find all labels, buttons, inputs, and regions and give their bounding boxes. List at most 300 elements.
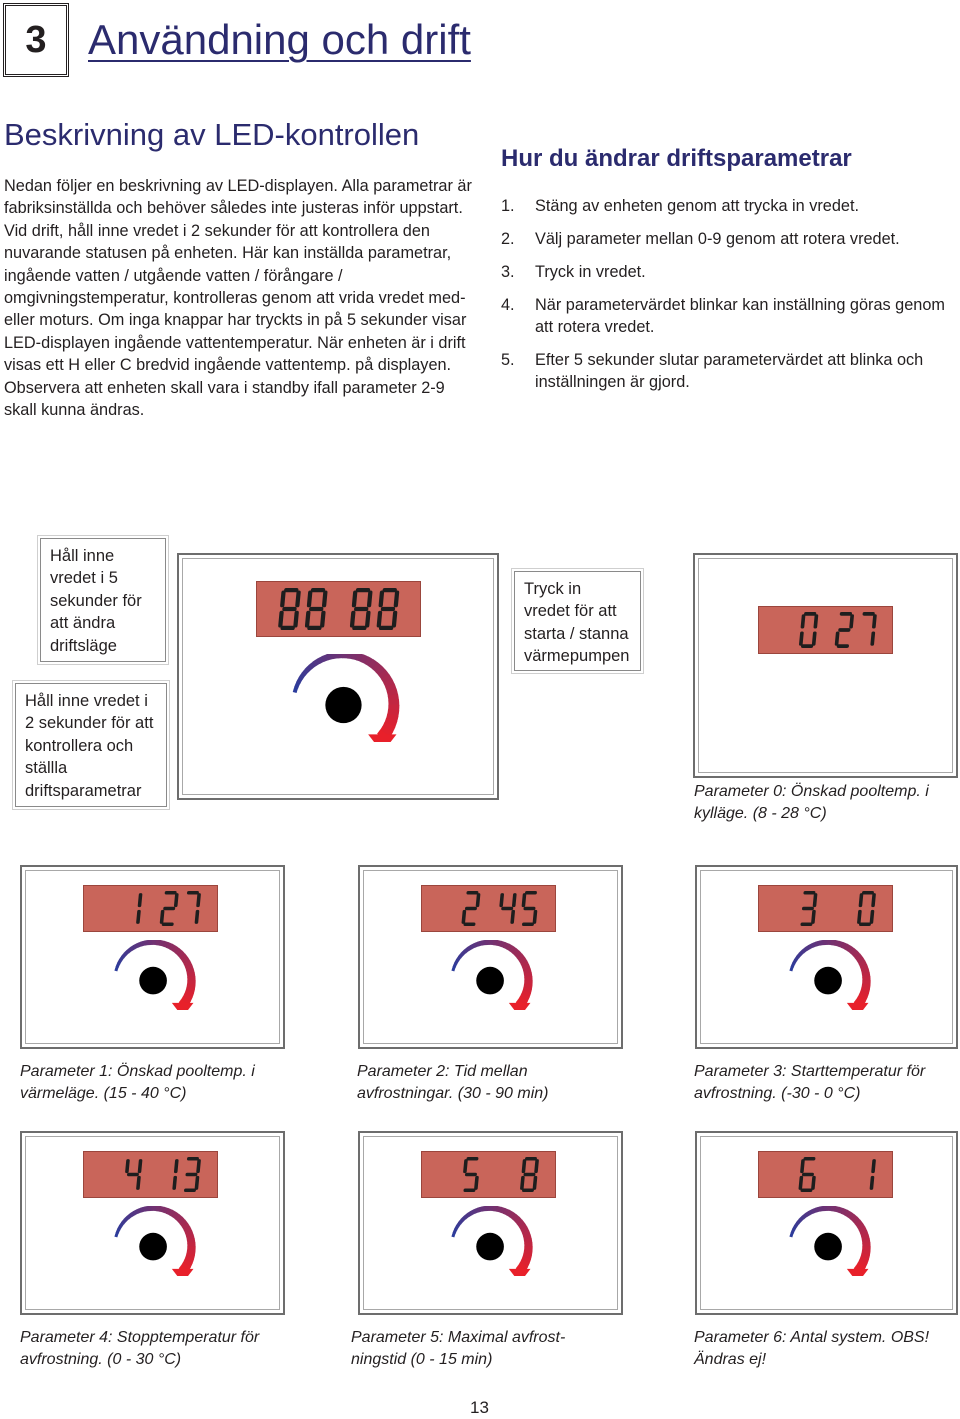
lcd-segment-f: [307, 590, 313, 607]
lcd-segment-b: [534, 1159, 539, 1173]
lcd-segment-c: [365, 611, 371, 628]
dial-arc-segment: [187, 962, 189, 966]
dial-arc-segment: [188, 992, 190, 996]
dial-arc-segment: [357, 656, 362, 658]
dial-arc-segment: [866, 1239, 867, 1243]
lcd-segment-g: [354, 607, 369, 611]
dial-arc-segment: [468, 1213, 472, 1215]
dial-arc-segment: [160, 1209, 164, 1210]
dial-arc-segment: [866, 973, 867, 977]
dial-arc-segment: [525, 1232, 526, 1236]
param2-knob[interactable]: [444, 940, 540, 1015]
lcd-digits: [422, 1152, 555, 1197]
lcd-segment-a: [187, 891, 199, 895]
dial-arc-segment: [527, 988, 528, 992]
dial-arc-segment: [185, 959, 187, 963]
dial-arc-segment: [478, 943, 482, 944]
dial-arc-segment: [125, 1217, 128, 1220]
dial-arc-segment: [860, 1225, 862, 1229]
lcd-segment-a: [840, 612, 852, 616]
dial-arc-segment: [392, 715, 393, 721]
param3-lcd-display: [758, 885, 893, 932]
dial-arc-segment: [500, 944, 504, 945]
dial-arc-segment: [866, 984, 867, 988]
lcd-digits: [422, 886, 555, 931]
callout-press: Tryck in vredet för att starta / stanna värmepumpen: [514, 571, 641, 671]
lcd-segment-b: [476, 893, 481, 907]
lcd-digits: [759, 886, 892, 931]
dial-arc-segment: [842, 945, 846, 947]
dial-arc-segment: [812, 1210, 816, 1212]
dial-arc-segment: [863, 1232, 864, 1236]
knob-center: [139, 967, 167, 995]
lcd-segment-c: [136, 1176, 141, 1190]
dial-arc-segment: [362, 658, 367, 660]
step-number: 4.: [501, 295, 515, 314]
dial-arc-segment: [390, 720, 392, 725]
dial-arc-segment: [806, 947, 810, 949]
dial-arc-segment: [180, 1219, 183, 1222]
lcd-segment-b: [394, 590, 400, 607]
dial-arc-segment: [298, 678, 301, 683]
lcd-segment-a: [466, 891, 478, 895]
lcd-segment-d: [800, 1188, 812, 1192]
lcd-segment-a: [284, 588, 299, 592]
dial-arc-segment: [517, 953, 520, 956]
dial-arc-segment: [514, 951, 517, 954]
dial-arrowhead: [172, 1269, 194, 1276]
dial-arc-segment: [791, 1233, 792, 1237]
dial-arc-segment: [794, 960, 796, 964]
param1-lcd-display: [83, 885, 218, 932]
lcd-segment-f: [522, 893, 527, 907]
param6-lcd-display: [758, 1151, 893, 1198]
dial-arc-segment: [332, 655, 338, 656]
rotate-arrow-icon: [782, 1206, 878, 1276]
dial-arc-segment: [366, 660, 371, 663]
rotate-arrow-icon: [444, 940, 540, 1010]
dial-arc-segment: [493, 942, 497, 943]
lcd-segment-a: [803, 1157, 815, 1161]
dial-arc-segment: [191, 1239, 192, 1243]
dial-arc-segment: [524, 995, 526, 999]
step-number: 1.: [501, 197, 515, 215]
knob-center: [476, 967, 504, 995]
dial-arc-segment: [120, 1223, 123, 1227]
dial-arc-segment: [816, 1209, 820, 1210]
dial-arc-segment: [167, 1211, 171, 1213]
dial-arc-segment: [190, 969, 191, 973]
lcd-segment-d: [837, 644, 849, 648]
lcd-segment-g: [309, 607, 324, 611]
lcd-segment-g: [185, 1173, 197, 1177]
param6-knob[interactable]: [782, 1206, 878, 1281]
step-number: 2.: [501, 229, 515, 248]
main-control-knob[interactable]: [283, 654, 409, 747]
dial-arrowhead: [509, 1269, 531, 1276]
dial-arc-segment: [831, 942, 835, 943]
dial-arc-segment: [190, 1235, 191, 1239]
lcd-segment-e: [278, 611, 284, 628]
dial-arc-segment: [863, 966, 864, 970]
param3-knob[interactable]: [782, 940, 878, 1015]
dial-arc-segment: [352, 655, 358, 656]
lcd-segment-d: [184, 1188, 196, 1192]
lcd-segment-a: [862, 612, 874, 616]
lcd-segment-g: [523, 1173, 535, 1177]
dial-arc-segment: [820, 1208, 824, 1209]
lcd-segment-b: [174, 1159, 179, 1173]
dial-arc-segment: [171, 1212, 175, 1214]
dial-arc-segment: [134, 1211, 138, 1213]
param5-caption-line1: Parameter 5: Maximal avfrost-: [351, 1329, 566, 1346]
dial-arc-segment: [307, 667, 311, 671]
dial-arc-segment: [504, 1211, 508, 1213]
dial-arc-segment: [524, 1261, 526, 1265]
knob-center: [139, 1233, 167, 1261]
dial-arc-segment: [182, 1222, 185, 1226]
lcd-segment-b: [367, 590, 373, 607]
lcd-segment-g: [381, 607, 396, 611]
dial-arc-segment: [314, 661, 319, 664]
lcd-segment-e: [350, 611, 356, 628]
lcd-segment-e: [305, 611, 311, 628]
dial-arc-segment: [303, 670, 307, 674]
dial-arc-segment: [156, 942, 160, 943]
lcd-segment-g: [465, 1173, 477, 1177]
led-section-heading: Beskrivning av LED-kontrollen: [4, 117, 420, 152]
dial-arc-segment: [185, 1225, 187, 1229]
dial-arc-segment: [465, 949, 468, 952]
dial-arc-segment: [508, 946, 512, 948]
dial-arc-segment: [863, 1258, 865, 1262]
dial-arc-segment: [528, 1250, 529, 1254]
dial-arc-segment: [527, 1235, 528, 1239]
dial-arc-segment: [791, 967, 792, 971]
step-text: Tryck in vredet.: [535, 262, 646, 281]
dial-arc-segment: [145, 1208, 149, 1209]
lcd-segment-d: [307, 626, 322, 630]
knob-center: [814, 1233, 842, 1261]
dial-arc-segment: [392, 690, 393, 696]
dial-arc-segment: [167, 945, 171, 947]
dial-arc-segment: [527, 1254, 528, 1258]
lcd-segment-f: [378, 590, 384, 607]
param1-caption-line1: Parameter 1: Önskad pooltemp. i: [20, 1063, 255, 1080]
dial-arc-segment: [478, 1209, 482, 1210]
dial-arc-segment: [191, 1250, 192, 1254]
dial-arc-segment: [792, 963, 794, 967]
lcd-segment-g: [163, 907, 175, 911]
dial-arc-segment: [522, 1265, 524, 1269]
param4-caption-line2: avfrostning. (0 - 30 °C): [20, 1351, 182, 1368]
dial-arc-segment: [860, 959, 862, 963]
lcd-segment-f: [499, 893, 504, 907]
lcd-segment-c: [533, 910, 538, 924]
lcd-segment-d: [352, 626, 367, 630]
lcd-segment-a: [165, 891, 177, 895]
dial-arc-segment: [385, 676, 388, 681]
dial-arc-segment: [849, 948, 853, 951]
dial-arc-segment: [347, 655, 353, 656]
dial-arc-segment: [522, 959, 524, 963]
param0-lcd-display: [758, 606, 893, 654]
dial-arc-segment: [525, 966, 526, 970]
dial-arc-segment: [191, 973, 192, 977]
dial-arc-segment: [474, 944, 478, 946]
dial-arc-segment: [865, 1235, 866, 1239]
dial-arrowhead: [509, 1003, 531, 1010]
dial-arc-segment: [857, 1222, 860, 1226]
lcd-segment-c: [812, 631, 817, 645]
lcd-segment-a: [525, 1157, 537, 1161]
step-text: När parametervärdet blinkar kan inställning göras genom att rotera vredet.: [535, 295, 945, 337]
param2-lcd-display: [421, 885, 556, 932]
dial-arc-segment: [187, 995, 189, 999]
lcd-segment-e: [160, 910, 165, 924]
dial-arc-segment: [528, 1239, 529, 1243]
dial-arc-segment: [519, 956, 522, 960]
dial-arc-segment: [866, 1250, 867, 1254]
dial-arc-segment: [838, 944, 842, 945]
lcd-segment-a: [356, 588, 371, 592]
dial-arc-segment: [800, 1217, 803, 1220]
dial-arc-segment: [838, 1210, 842, 1211]
dial-arc-segment: [117, 1229, 119, 1233]
dial-arc-segment: [453, 967, 454, 971]
dial-arc-segment: [474, 1210, 478, 1212]
dial-arc-segment: [190, 1254, 191, 1258]
chapter-number: 3: [3, 3, 69, 77]
lcd-segment-b: [295, 590, 301, 607]
step-text: Efter 5 sekunder slutar parametervärdet att blinka och inställningen är gjord.: [535, 351, 924, 392]
dial-arc-segment: [388, 681, 390, 686]
lcd-segment-b: [138, 893, 143, 907]
dial-arc-segment: [171, 946, 175, 948]
lcd-segment-c: [392, 611, 398, 628]
knob-center: [476, 1233, 504, 1261]
dial-arc-segment: [519, 1222, 522, 1226]
step-item: [501, 349, 960, 394]
dial-arc-segment: [862, 1228, 864, 1232]
dial-arc-segment: [141, 943, 145, 944]
dial-arc-segment: [296, 682, 298, 687]
dial-arc-segment: [852, 951, 855, 954]
lcd-segment-f: [280, 590, 286, 607]
step-item: [501, 294, 960, 339]
lcd-segment-g: [802, 907, 814, 911]
param5-caption-line2: ningstid (0 - 15 min): [351, 1351, 493, 1368]
param1-caption-line2: värmeläge. (15 - 40 °C): [20, 1085, 187, 1102]
dial-arc-segment: [865, 1254, 866, 1258]
dial-arc-segment: [128, 1215, 131, 1218]
rotate-arrow-icon: [782, 940, 878, 1010]
dial-arc-segment: [862, 995, 864, 999]
dial-arc-segment: [527, 969, 528, 973]
dial-arc-segment: [117, 963, 119, 967]
dial-arc-segment: [190, 988, 191, 992]
param6-caption-line2: Ändras ej!: [694, 1351, 767, 1368]
lcd-segment-d: [800, 922, 812, 926]
lcd-digits: [257, 582, 420, 636]
dial-arc-segment: [855, 1219, 858, 1222]
dial-arc-segment: [794, 1226, 796, 1230]
dial-arc-segment: [852, 1217, 855, 1220]
dial-arc-segment: [497, 943, 501, 944]
param4-knob[interactable]: [107, 1206, 203, 1281]
dial-arc-segment: [191, 984, 192, 988]
lcd-segment-c: [510, 910, 515, 924]
param5-lcd-display: [421, 1151, 556, 1198]
lcd-segment-c: [533, 1176, 538, 1190]
lcd-segment-d: [801, 644, 813, 648]
dial-arc-segment: [180, 953, 183, 956]
dial-arc-segment: [456, 1226, 458, 1230]
lcd-segment-a: [525, 891, 537, 895]
param0-panel: [693, 553, 958, 778]
lcd-segment-f: [463, 1159, 468, 1173]
dial-arc-segment: [865, 988, 866, 992]
dial-arc-segment: [504, 945, 508, 947]
lcd-segment-f: [522, 1159, 527, 1173]
lcd-segment-d: [379, 626, 394, 630]
dial-arc-segment: [128, 949, 131, 952]
dial-arc-segment: [809, 1211, 813, 1213]
lcd-segment-c: [320, 611, 326, 628]
dial-arc-segment: [508, 1212, 512, 1214]
rotate-arrow-icon: [444, 1206, 540, 1276]
dial-arc-segment: [301, 674, 304, 679]
page-number: 13: [470, 1398, 489, 1417]
lcd-segment-b: [813, 893, 818, 907]
dial-arc-segment: [116, 1233, 117, 1237]
dial-arc-segment: [134, 945, 138, 947]
callout-hold-2s: Håll inne vredet i 2 sekunder för att kontrollera och ställla driftsparametrar: [15, 683, 167, 807]
dial-arc-segment: [182, 956, 185, 960]
dial-arc-segment: [454, 963, 456, 967]
dial-arc-segment: [524, 962, 526, 966]
dial-arc-segment: [471, 1211, 475, 1213]
lcd-segment-a: [804, 612, 816, 616]
dial-arc-segment: [188, 1232, 189, 1236]
dial-arc-segment: [500, 1210, 504, 1211]
param2-caption-line2: avfrostningar. (30 - 90 min): [357, 1085, 549, 1102]
lcd-segment-g: [802, 1173, 814, 1177]
dial-arc-segment: [310, 664, 315, 668]
dial-arc-segment: [188, 966, 189, 970]
dial-arrowhead: [368, 734, 396, 742]
dial-arc-segment: [795, 1223, 798, 1227]
lcd-segment-b: [196, 1159, 201, 1173]
param2-caption-line1: Parameter 2: Tid mellan: [357, 1063, 528, 1080]
dial-arc-segment: [846, 946, 850, 948]
dial-arc-segment: [457, 1223, 460, 1227]
dial-arc-segment: [865, 969, 866, 973]
dial-arc-segment: [493, 1208, 497, 1209]
dial-arc-segment: [482, 1208, 486, 1209]
lcd-segment-a: [466, 1157, 478, 1161]
lcd-segment-b: [872, 614, 877, 628]
lcd-segment-c: [195, 910, 200, 924]
dial-arc-segment: [295, 687, 297, 692]
dial-arc-segment: [160, 943, 164, 944]
dial-arc-segment: [497, 1209, 501, 1210]
lcd-segment-a: [803, 891, 815, 895]
dial-arc-segment: [812, 944, 816, 946]
lcd-segment-c: [870, 631, 875, 645]
main-lcd-display: [256, 581, 421, 637]
dial-arc-segment: [137, 944, 141, 946]
lcd-segment-g: [501, 907, 513, 911]
lcd-segment-g: [523, 907, 535, 911]
dial-arc-segment: [174, 948, 178, 951]
dial-arc-segment: [514, 1217, 517, 1220]
lcd-segment-g: [838, 628, 850, 632]
dial-arc-segment: [816, 943, 820, 944]
lcd-segment-b: [871, 1159, 876, 1173]
param5-knob[interactable]: [444, 1206, 540, 1281]
lcd-segment-c: [870, 1176, 875, 1190]
dial-arc-segment: [803, 949, 806, 952]
dial-arc-segment: [141, 1209, 145, 1210]
step-number: 5.: [501, 351, 515, 370]
lcd-segment-b: [849, 614, 854, 628]
step-text: Stäng av enheten genom att trycka in vredet.: [535, 197, 860, 215]
lcd-segment-a: [311, 588, 326, 592]
dial-arc-segment: [375, 666, 379, 670]
lcd-segment-e: [857, 910, 862, 924]
lcd-segment-g: [282, 607, 297, 611]
dial-arc-segment: [511, 1214, 515, 1217]
lcd-segment-d: [522, 1188, 534, 1192]
dial-arc-segment: [371, 663, 376, 666]
dial-arc-segment: [862, 1261, 864, 1265]
dial-arc-segment: [795, 957, 798, 961]
lcd-segment-e: [835, 631, 840, 645]
param3-caption-line1: Parameter 3: Starttemperatur för: [694, 1063, 926, 1080]
dial-arc-segment: [800, 951, 803, 954]
dial-arc-segment: [797, 954, 800, 957]
dial-arc-segment: [835, 1209, 839, 1210]
steps-list: [501, 195, 960, 404]
dial-arc-segment: [528, 984, 529, 988]
rotate-arrow-icon: [107, 940, 203, 1010]
param1-knob[interactable]: [107, 940, 203, 1015]
knob-center: [325, 687, 361, 723]
dial-arc-segment: [131, 1213, 135, 1215]
dial-arc-segment: [482, 942, 486, 943]
lcd-segment-f: [352, 590, 358, 607]
dial-arc-segment: [522, 1225, 524, 1229]
param0-caption-line1: Parameter 0: Önskad pooltemp. i: [694, 783, 929, 800]
lcd-digits: [84, 1152, 217, 1197]
lcd-segment-e: [798, 1176, 803, 1190]
dial-arc-segment: [471, 945, 475, 947]
dial-arc-segment: [524, 1228, 526, 1232]
lcd-segment-d: [522, 922, 534, 926]
dial-arc-segment: [120, 957, 123, 961]
dial-arc-segment: [517, 1219, 520, 1222]
lcd-digits: [759, 607, 892, 653]
dial-arc-segment: [393, 710, 394, 716]
dial-arc-segment: [456, 960, 458, 964]
lcd-segment-g: [465, 907, 477, 911]
param6-caption-line1: Parameter 6: Antal system. OBS!: [694, 1329, 930, 1346]
lcd-segment-c: [474, 1176, 479, 1190]
lcd-segment-d: [463, 922, 475, 926]
param3-caption-line2: avfrostning. (-30 - 0 °C): [694, 1085, 861, 1102]
lcd-segment-b: [871, 893, 876, 907]
